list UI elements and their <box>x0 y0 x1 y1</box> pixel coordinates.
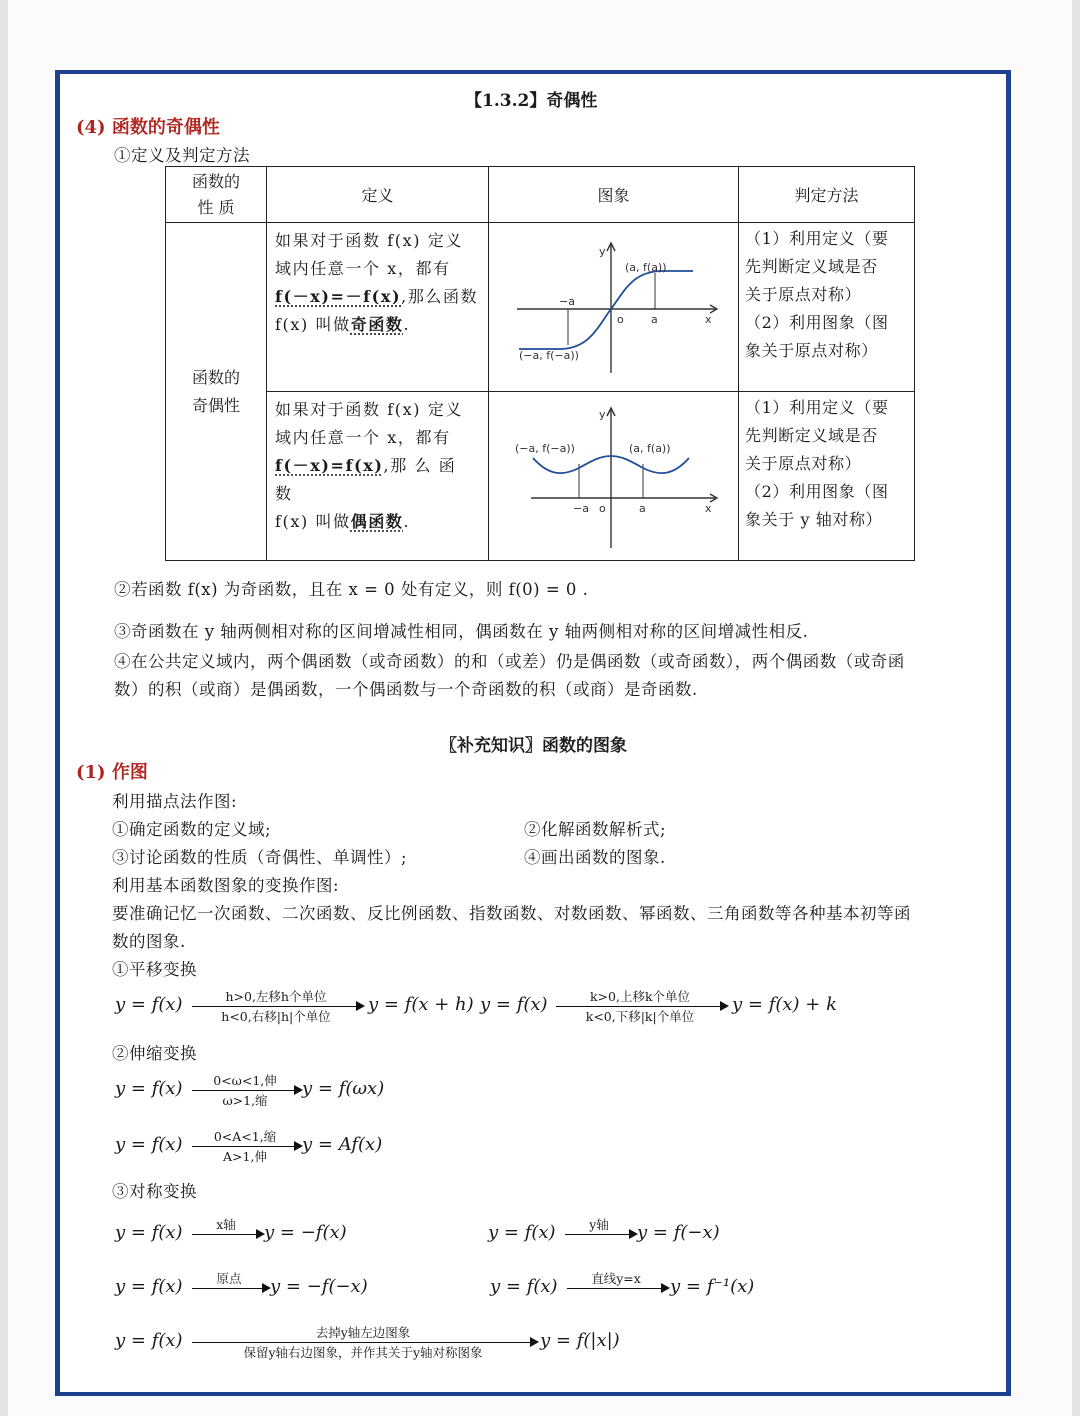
shift2-top-label: k>0,上移k个单位 <box>589 989 691 1004</box>
sym1-left: y = f(x) <box>115 1222 183 1243</box>
even-def-end: . <box>403 512 411 531</box>
sym4-left: y = f(x) <box>490 1276 558 1297</box>
even-judgement <box>739 392 915 561</box>
stretch1-top-label: 0<ω<1,伸 <box>213 1073 277 1088</box>
even-def-tail: ,那 么 函 数 <box>275 456 457 503</box>
odd-def-line4: f(x) 叫做 <box>275 315 351 334</box>
shift2-right: y = f(x) + k <box>732 994 837 1015</box>
odd-judge-line1: （1）利用定义（要 <box>745 229 889 248</box>
sym3-right: y = −f(−x) <box>270 1276 368 1297</box>
plot-line3a: 要准确记忆一次函数、二次函数、反比例函数、指数函数、对数函数、幂函数、三角函数等各种基本初等函 <box>112 904 911 923</box>
header-definition: 定义 <box>267 167 489 223</box>
label-point-neg-a: (−a, f(−a)) <box>519 349 579 362</box>
label-neg-a: −a <box>559 295 575 308</box>
even-function-graph <box>489 392 738 560</box>
stretch2-top-label: 0<A<1,缩 <box>213 1129 277 1144</box>
odd-def-tail: ,那么函数 <box>401 287 479 306</box>
odd-def-term: 奇函数 <box>350 315 404 334</box>
label-o: o <box>617 313 624 326</box>
plot-line3b: 数的图象. <box>112 932 186 951</box>
sym2-left: y = f(x) <box>488 1222 556 1243</box>
sym5-right: y = f(|x|) <box>540 1330 620 1351</box>
odd-curve <box>519 271 693 349</box>
plot-step3: ③讨论函数的性质（奇偶性、单调性）; <box>112 848 408 867</box>
sym2-right: y = f(−x) <box>637 1222 720 1243</box>
property-cell <box>166 223 267 561</box>
header-property-line2: 性 质 <box>197 197 235 217</box>
sym5-bottom-label: 保留y轴右边图象，并作其关于y轴对称图象 <box>243 1345 483 1360</box>
header-property-line1: 函数的 <box>191 171 240 191</box>
page-title: 【1.3.2】奇偶性 <box>465 91 598 111</box>
odd-judge-line5: 象关于原点对称） <box>745 341 878 360</box>
even-judge-line5: 象关于 y 轴对称） <box>745 510 883 529</box>
even-definition <box>267 392 489 561</box>
odd-judge-line3: 关于原点对称） <box>745 285 862 304</box>
property-line2: 奇偶性 <box>191 395 240 415</box>
label-y: y <box>599 408 606 421</box>
sym3-top-label: 原点 <box>216 1271 242 1286</box>
label-neg-a: −a <box>573 502 589 515</box>
shift2-bottom-label: k<0,下移|k|个单位 <box>585 1009 695 1024</box>
even-judge-line2: 先判断定义域是否 <box>745 426 878 445</box>
shift1-top-label: h>0,左移h个单位 <box>225 989 327 1004</box>
even-def-term: 偶函数 <box>350 512 404 531</box>
plot-step2: ②化解函数解析式; <box>524 820 667 839</box>
parity-table <box>165 166 915 561</box>
supplement-title: 〖补充知识〗函数的图象 <box>440 736 627 756</box>
section-heading-parity: (4) 函数的奇偶性 <box>76 117 220 138</box>
plot-line2: 利用基本函数图象的变换作图: <box>112 876 340 895</box>
label-o: o <box>599 502 606 515</box>
even-def-line4: f(x) 叫做 <box>275 512 351 531</box>
label-point-neg-a: (−a, f(−a)) <box>515 442 575 455</box>
stretch2-bottom-label: A>1,伸 <box>223 1149 267 1164</box>
property-line1: 函数的 <box>191 367 240 387</box>
label-y: y <box>599 245 606 258</box>
plot-step1: ①确定函数的定义域; <box>112 820 272 839</box>
shift-title: ①平移变换 <box>112 960 197 979</box>
symmetry-title: ③对称变换 <box>112 1182 197 1201</box>
even-judge-line4: （2）利用图象（图 <box>745 482 889 501</box>
header-graph: 图象 <box>489 167 739 223</box>
shift2-left: y = f(x) <box>480 994 548 1015</box>
plot-step4: ④画出函数的图象. <box>524 848 666 867</box>
odd-judgement <box>739 223 915 392</box>
section-heading-plotting: (1) 作图 <box>76 762 148 783</box>
odd-def-line2: 域内任意一个 x，都有 <box>275 259 451 278</box>
odd-function-graph <box>489 223 738 391</box>
plot-line1: 利用描点法作图: <box>112 792 238 811</box>
shift1-right: y = f(x + h) <box>368 994 474 1015</box>
sym1-right: y = −f(x) <box>264 1222 347 1243</box>
paragraph-2: ②若函数 f(x) 为奇函数，且在 x = 0 处有定义，则 f(0) = 0 . <box>114 580 589 599</box>
odd-def-line1: 如果对于函数 f(x) 定义 <box>275 231 464 250</box>
sym1-top-label: x轴 <box>216 1217 236 1232</box>
label-a: a <box>651 313 658 326</box>
even-graph-cell <box>489 392 739 561</box>
paragraph-3: ③奇函数在 y 轴两侧相对称的区间增减性相同，偶函数在 y 轴两侧相对称的区间增减性相反. <box>114 622 809 641</box>
header-judgement: 判定方法 <box>739 167 915 223</box>
sym4-top-label: 直线y=x <box>591 1271 641 1286</box>
sym2-top-label: y轴 <box>589 1217 609 1232</box>
label-point-a: (a, f(a)) <box>629 442 671 455</box>
even-def-line1: 如果对于函数 f(x) 定义 <box>275 400 464 419</box>
even-def-line2: 域内任意一个 x，都有 <box>275 428 451 447</box>
sym4-right: y = f⁻¹(x) <box>670 1276 755 1297</box>
stretch1-right: y = f(ωx) <box>302 1078 385 1099</box>
sym3-left: y = f(x) <box>115 1276 183 1297</box>
paragraph-4-line2: 数）的积（或商）是偶函数，一个偶函数与一个奇函数的积（或商）是奇函数. <box>114 680 698 699</box>
even-def-formula: f(－x)=f(x) <box>275 456 384 475</box>
odd-judge-line4: （2）利用图象（图 <box>745 313 889 332</box>
odd-definition <box>267 223 489 392</box>
odd-judge-line2: 先判断定义域是否 <box>745 257 878 276</box>
odd-def-formula: f(－x)=－f(x) <box>275 287 402 306</box>
stretch2-left: y = f(x) <box>115 1134 183 1155</box>
sym5-top-label: 去掉y轴左边图象 <box>315 1325 411 1340</box>
header-property <box>166 167 267 223</box>
odd-graph-cell <box>489 223 739 392</box>
label-point-a: (a, f(a)) <box>625 261 667 274</box>
stretch1-bottom-label: ω>1,缩 <box>222 1093 268 1108</box>
sym5-left: y = f(x) <box>115 1330 183 1351</box>
stretch-title: ②伸缩变换 <box>112 1044 197 1063</box>
shift1-bottom-label: h<0,右移|h|个单位 <box>221 1009 331 1024</box>
label-x: x <box>705 502 712 515</box>
label-a: a <box>639 502 646 515</box>
label-x: x <box>705 313 712 326</box>
stretch1-left: y = f(x) <box>115 1078 183 1099</box>
even-judge-line3: 关于原点对称） <box>745 454 862 473</box>
even-judge-line1: （1）利用定义（要 <box>745 398 889 417</box>
shift1-left: y = f(x) <box>115 994 183 1015</box>
stretch2-right: y = Af(x) <box>302 1134 383 1155</box>
subheading-definition: ①定义及判定方法 <box>114 146 250 165</box>
odd-def-end: . <box>403 315 411 334</box>
paragraph-4-line1: ④在公共定义域内，两个偶函数（或奇函数）的和（或差）仍是偶函数（或奇函数），两个偶函数（或奇函 <box>114 652 905 671</box>
